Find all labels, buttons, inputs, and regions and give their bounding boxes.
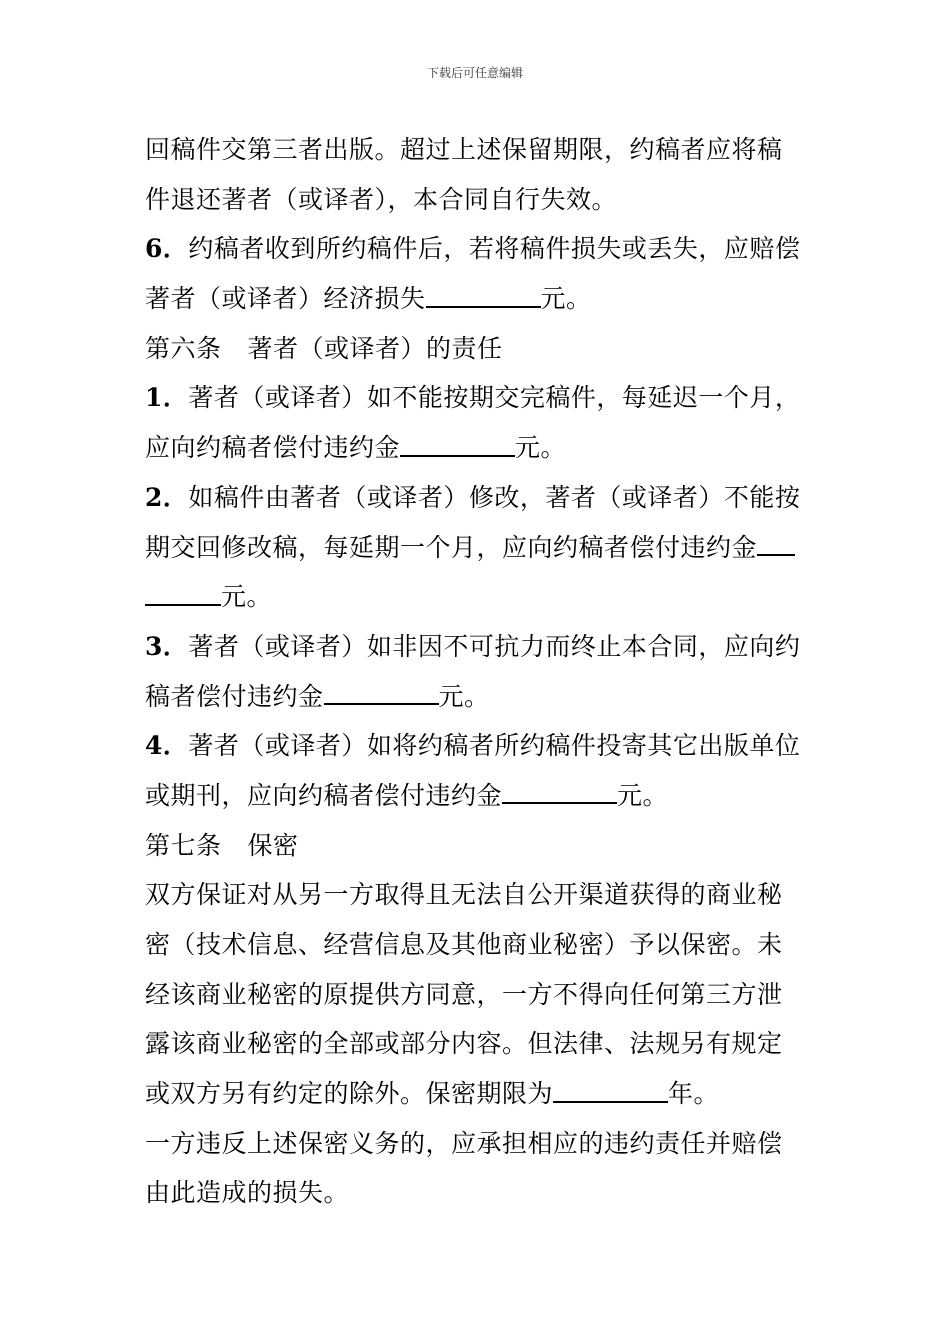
paragraph-line <box>145 870 807 920</box>
clause-item-1 <box>145 373 807 423</box>
paragraph-line <box>145 771 807 821</box>
clause-number: 4． <box>145 731 189 761</box>
text-run: 双方保证对从另一方取得且无法自公开渠道获得的商业秘 <box>145 880 783 910</box>
paragraph-line <box>145 572 807 622</box>
clause-item-3 <box>145 622 807 672</box>
paragraph-line <box>145 1168 807 1218</box>
text-run: 期交回修改稿，每延期一个月，应向约稿者偿付违约金 <box>145 532 758 562</box>
clause-item-4 <box>145 721 807 771</box>
text-run: 约稿者收到所约稿件后，若将稿件损失或丢失，应赔偿 <box>188 234 801 264</box>
text-run: 元。 <box>221 582 273 612</box>
fill-in-blank[interactable] <box>400 430 515 457</box>
text-run: 元。 <box>438 681 490 711</box>
text-run: 元。 <box>540 284 592 314</box>
article-title: 著者（或译者）的责任 <box>247 333 503 363</box>
text-run: 著者（或译者）如非因不可抗力而终止本合同，应向约 <box>188 631 801 661</box>
fill-in-blank[interactable] <box>502 777 617 804</box>
clause-number: 2． <box>145 482 189 512</box>
text-run: 如稿件由著者（或译者）修改，著者（或译者）不能按 <box>188 482 801 512</box>
text-run: 件退还著者（或译者），本合同自行失效。 <box>145 184 618 214</box>
text-run: 稿者偿付违约金 <box>145 681 324 711</box>
paragraph-line <box>145 970 807 1020</box>
paragraph-line <box>145 672 807 722</box>
paragraph-line <box>145 423 807 473</box>
paragraph-line <box>145 523 807 573</box>
text-run: 或双方另有约定的除外。保密期限为 <box>145 1079 554 1109</box>
fill-in-blank[interactable] <box>426 281 541 308</box>
clause-item-2 <box>145 473 807 523</box>
text-run: 年。 <box>668 1079 720 1109</box>
clause-number: 1． <box>145 383 189 413</box>
fill-in-blank[interactable] <box>324 678 439 705</box>
fill-in-blank-continued[interactable] <box>145 579 221 606</box>
paragraph-line <box>145 1119 807 1169</box>
text-run: 元。 <box>617 780 669 810</box>
text-run: 或期刊，应向约稿者偿付违约金 <box>145 780 503 810</box>
article-heading-6 <box>145 324 807 374</box>
clause-number: 3． <box>145 631 189 661</box>
text-run: 一方违反上述保密义务的，应承担相应的违约责任并赔偿 <box>145 1128 783 1158</box>
text-run: 回稿件交第三者出版。超过上述保留期限，约稿者应将稿 <box>145 135 783 164</box>
paragraph-line <box>145 125 807 175</box>
paragraph-line <box>145 1069 807 1119</box>
article-number: 第六条 <box>145 333 222 363</box>
paragraph-line <box>145 1019 807 1069</box>
text-run: 著者（或译者）如将约稿者所约稿件投寄其它出版单位 <box>188 731 801 761</box>
text-run: 著者（或译者）如不能按期交完稿件，每延迟一个月， <box>188 383 801 413</box>
paragraph-line <box>145 175 807 225</box>
paragraph-line <box>145 920 807 970</box>
text-run: 元。 <box>515 433 567 463</box>
clause-number: 6． <box>145 234 189 264</box>
text-run: 经该商业秘密的原提供方同意，一方不得向任何第三方泄 <box>145 979 783 1009</box>
fill-in-blank[interactable] <box>553 1076 668 1103</box>
text-run: 著者（或译者）经济损失 <box>145 284 426 314</box>
text-run: 密（技术信息、经营信息及其他商业秘密）予以保密。未 <box>145 930 783 959</box>
article-number: 第七条 <box>145 830 222 860</box>
article-heading-7 <box>145 821 807 871</box>
text-run: 应向约稿者偿付违约金 <box>145 433 401 463</box>
paragraph-line <box>145 274 807 324</box>
text-run: 由此造成的损失。 <box>145 1178 350 1208</box>
page-header-note: 下载后可任意编辑 <box>426 66 523 80</box>
clause-item-6 <box>145 224 807 274</box>
article-title: 保密 <box>247 830 299 860</box>
fill-in-blank[interactable] <box>757 529 795 556</box>
document-body <box>145 125 807 1218</box>
text-run: 露该商业秘密的全部或部分内容。但法律、法规另有规定 <box>145 1029 783 1059</box>
